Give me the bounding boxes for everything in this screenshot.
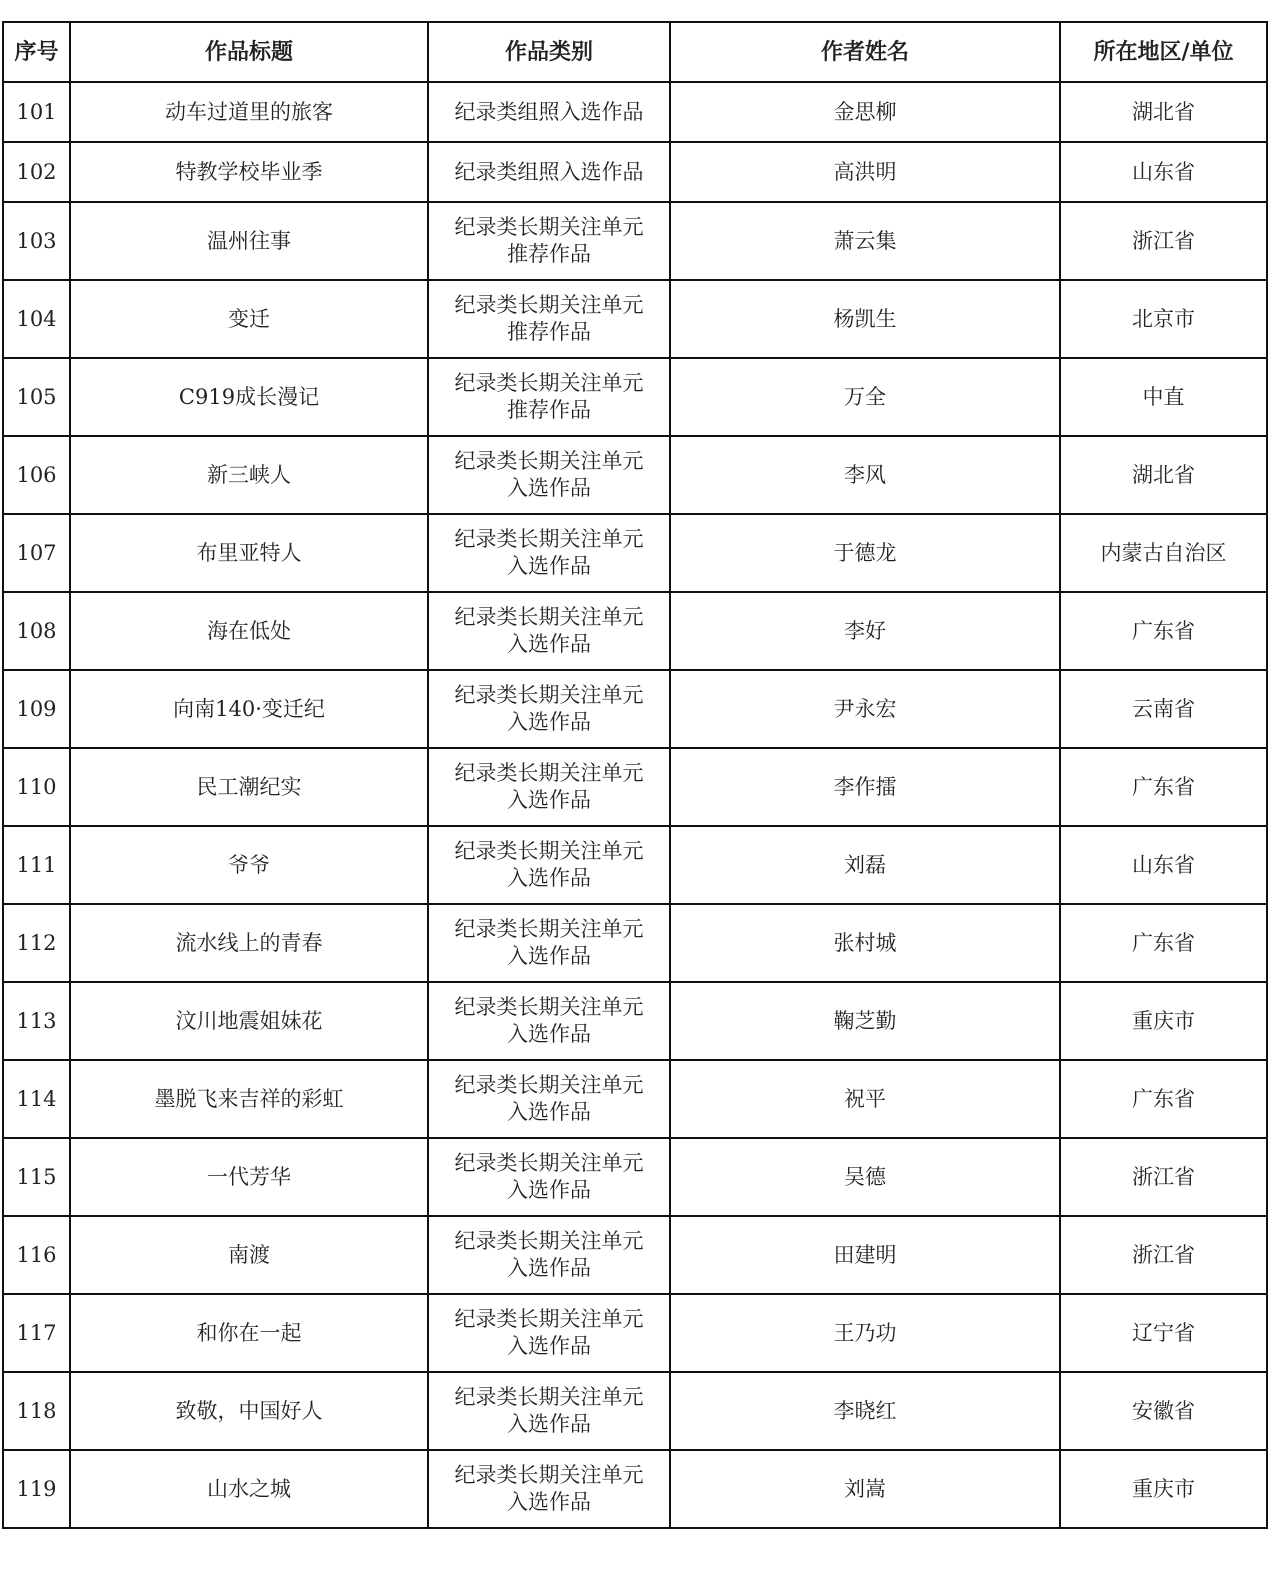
- category-line-2: 入选作品: [507, 1178, 591, 1202]
- cell-no: 118: [3, 1372, 70, 1450]
- category-line-1: 纪录类组照入选作品: [454, 159, 644, 184]
- cell-title: 新三峡人: [70, 436, 428, 514]
- header-title: 作品标题: [70, 22, 428, 82]
- cell-title: 山水之城: [70, 1450, 428, 1528]
- category-line-2: 推荐作品: [507, 242, 591, 266]
- cell-author: 万全: [670, 358, 1060, 436]
- cell-region: 重庆市: [1060, 982, 1267, 1060]
- cell-title: 动车过道里的旅客: [70, 82, 428, 142]
- table-row: [3, 748, 1267, 826]
- cell-category: [428, 142, 670, 202]
- cell-author: 尹永宏: [670, 670, 1060, 748]
- cell-no: 114: [3, 1060, 70, 1138]
- cell-author: 李作擂: [670, 748, 1060, 826]
- table-row: [3, 202, 1267, 280]
- cell-title: 南渡: [70, 1216, 428, 1294]
- cell-region: 安徽省: [1060, 1372, 1267, 1450]
- cell-author: 张村城: [670, 904, 1060, 982]
- cell-no: 103: [3, 202, 70, 280]
- cell-no: 111: [3, 826, 70, 904]
- cell-title: 向南140·变迁纪: [70, 670, 428, 748]
- category-line-1: 纪录类长期关注单元: [454, 761, 644, 785]
- cell-no: 101: [3, 82, 70, 142]
- cell-title: C919成长漫记: [70, 358, 428, 436]
- table-row: [3, 982, 1267, 1060]
- table-row: [3, 1138, 1267, 1216]
- cell-no: 116: [3, 1216, 70, 1294]
- cell-category: [428, 904, 670, 982]
- cell-no: 113: [3, 982, 70, 1060]
- cell-category: [428, 1216, 670, 1294]
- table-row: [3, 1450, 1267, 1528]
- category-line-1: 纪录类长期关注单元: [454, 1463, 644, 1487]
- cell-category: [428, 358, 670, 436]
- cell-category: [428, 514, 670, 592]
- table-row: [3, 670, 1267, 748]
- cell-region: 湖北省: [1060, 82, 1267, 142]
- cell-category: [428, 436, 670, 514]
- cell-region: 中直: [1060, 358, 1267, 436]
- category-line-2: 入选作品: [507, 476, 591, 500]
- cell-author: 萧云集: [670, 202, 1060, 280]
- cell-author: 李风: [670, 436, 1060, 514]
- cell-author: 李晓红: [670, 1372, 1060, 1450]
- cell-title: 民工潮纪实: [70, 748, 428, 826]
- cell-category: [428, 982, 670, 1060]
- category-line-1: 纪录类长期关注单元: [454, 995, 644, 1019]
- table-row: [3, 1060, 1267, 1138]
- table-row: [3, 514, 1267, 592]
- category-line-2: 入选作品: [507, 944, 591, 968]
- category-line-1: 纪录类长期关注单元: [454, 1307, 644, 1331]
- category-line-1: 纪录类长期关注单元: [454, 917, 644, 941]
- cell-category: [428, 1372, 670, 1450]
- cell-region: 广东省: [1060, 592, 1267, 670]
- category-line-2: 入选作品: [507, 788, 591, 812]
- category-line-2: 入选作品: [507, 1412, 591, 1436]
- cell-region: 浙江省: [1060, 1138, 1267, 1216]
- cell-title: 变迁: [70, 280, 428, 358]
- cell-category: [428, 1060, 670, 1138]
- cell-author: 刘嵩: [670, 1450, 1060, 1528]
- category-line-1: 纪录类组照入选作品: [454, 99, 644, 124]
- cell-no: 115: [3, 1138, 70, 1216]
- category-line-1: 纪录类长期关注单元: [454, 527, 644, 551]
- cell-region: 山东省: [1060, 826, 1267, 904]
- cell-category: [428, 202, 670, 280]
- cell-title: 布里亚特人: [70, 514, 428, 592]
- cell-region: 广东省: [1060, 1060, 1267, 1138]
- cell-region: 重庆市: [1060, 1450, 1267, 1528]
- cell-author: 王乃功: [670, 1294, 1060, 1372]
- cell-author: 杨凯生: [670, 280, 1060, 358]
- table-row: [3, 142, 1267, 202]
- cell-title: 流水线上的青春: [70, 904, 428, 982]
- cell-category: [428, 826, 670, 904]
- cell-no: 104: [3, 280, 70, 358]
- table-body: [3, 82, 1267, 1528]
- cell-no: 117: [3, 1294, 70, 1372]
- cell-region: 湖北省: [1060, 436, 1267, 514]
- category-line-2: 推荐作品: [507, 320, 591, 344]
- header-no: 序号: [3, 22, 70, 82]
- cell-author: 吴德: [670, 1138, 1060, 1216]
- cell-title: 一代芳华: [70, 1138, 428, 1216]
- cell-title: 爷爷: [70, 826, 428, 904]
- category-line-1: 纪录类长期关注单元: [454, 293, 644, 317]
- table-row: [3, 82, 1267, 142]
- cell-author: 金思柳: [670, 82, 1060, 142]
- cell-region: 北京市: [1060, 280, 1267, 358]
- cell-region: 浙江省: [1060, 1216, 1267, 1294]
- cell-no: 108: [3, 592, 70, 670]
- cell-title: 温州往事: [70, 202, 428, 280]
- category-line-2: 入选作品: [507, 866, 591, 890]
- cell-region: 内蒙古自治区: [1060, 514, 1267, 592]
- category-line-2: 入选作品: [507, 710, 591, 734]
- cell-no: 106: [3, 436, 70, 514]
- cell-category: [428, 82, 670, 142]
- cell-category: [428, 1450, 670, 1528]
- table-row: [3, 1216, 1267, 1294]
- cell-no: 112: [3, 904, 70, 982]
- table-row: [3, 280, 1267, 358]
- header-region: 所在地区/单位: [1060, 22, 1267, 82]
- category-line-1: 纪录类长期关注单元: [454, 1229, 644, 1253]
- category-line-1: 纪录类长期关注单元: [454, 449, 644, 473]
- category-line-1: 纪录类长期关注单元: [454, 839, 644, 863]
- table-row: [3, 826, 1267, 904]
- category-line-1: 纪录类长期关注单元: [454, 1151, 644, 1175]
- cell-category: [428, 1138, 670, 1216]
- table-row: [3, 358, 1267, 436]
- category-line-2: 入选作品: [507, 1100, 591, 1124]
- cell-author: 田建明: [670, 1216, 1060, 1294]
- table-row: [3, 592, 1267, 670]
- cell-region: 广东省: [1060, 748, 1267, 826]
- category-line-1: 纪录类长期关注单元: [454, 1073, 644, 1097]
- category-line-1: 纪录类长期关注单元: [454, 371, 644, 395]
- cell-category: [428, 592, 670, 670]
- cell-author: 鞠芝勤: [670, 982, 1060, 1060]
- header-category: 作品类别: [428, 22, 670, 82]
- cell-title: 致敬，中国好人: [70, 1372, 428, 1450]
- category-line-2: 入选作品: [507, 554, 591, 578]
- cell-category: [428, 280, 670, 358]
- table-row: [3, 436, 1267, 514]
- category-line-2: 入选作品: [507, 1490, 591, 1514]
- cell-category: [428, 670, 670, 748]
- cell-no: 119: [3, 1450, 70, 1528]
- cell-title: 海在低处: [70, 592, 428, 670]
- category-line-2: 入选作品: [507, 1334, 591, 1358]
- cell-category: [428, 1294, 670, 1372]
- table-row: [3, 1372, 1267, 1450]
- table-row: [3, 1294, 1267, 1372]
- category-line-1: 纪录类长期关注单元: [454, 683, 644, 707]
- cell-no: 102: [3, 142, 70, 202]
- cell-region: 辽宁省: [1060, 1294, 1267, 1372]
- header-author: 作者姓名: [670, 22, 1060, 82]
- cell-no: 109: [3, 670, 70, 748]
- cell-no: 107: [3, 514, 70, 592]
- cell-region: 云南省: [1060, 670, 1267, 748]
- cell-title: 汶川地震姐妹花: [70, 982, 428, 1060]
- category-line-1: 纪录类长期关注单元: [454, 215, 644, 239]
- works-table: [2, 21, 1268, 1529]
- cell-author: 于德龙: [670, 514, 1060, 592]
- category-line-1: 纪录类长期关注单元: [454, 605, 644, 629]
- table-row: [3, 904, 1267, 982]
- cell-no: 105: [3, 358, 70, 436]
- cell-region: 山东省: [1060, 142, 1267, 202]
- cell-title: 和你在一起: [70, 1294, 428, 1372]
- cell-category: [428, 748, 670, 826]
- header-row: [3, 22, 1267, 82]
- category-line-2: 入选作品: [507, 1256, 591, 1280]
- category-line-2: 入选作品: [507, 1022, 591, 1046]
- cell-region: 浙江省: [1060, 202, 1267, 280]
- cell-no: 110: [3, 748, 70, 826]
- cell-author: 祝平: [670, 1060, 1060, 1138]
- category-line-2: 入选作品: [507, 632, 591, 656]
- cell-author: 高洪明: [670, 142, 1060, 202]
- cell-title: 墨脱飞来吉祥的彩虹: [70, 1060, 428, 1138]
- category-line-1: 纪录类长期关注单元: [454, 1385, 644, 1409]
- category-line-2: 推荐作品: [507, 398, 591, 422]
- cell-title: 特教学校毕业季: [70, 142, 428, 202]
- cell-region: 广东省: [1060, 904, 1267, 982]
- cell-author: 李好: [670, 592, 1060, 670]
- cell-author: 刘磊: [670, 826, 1060, 904]
